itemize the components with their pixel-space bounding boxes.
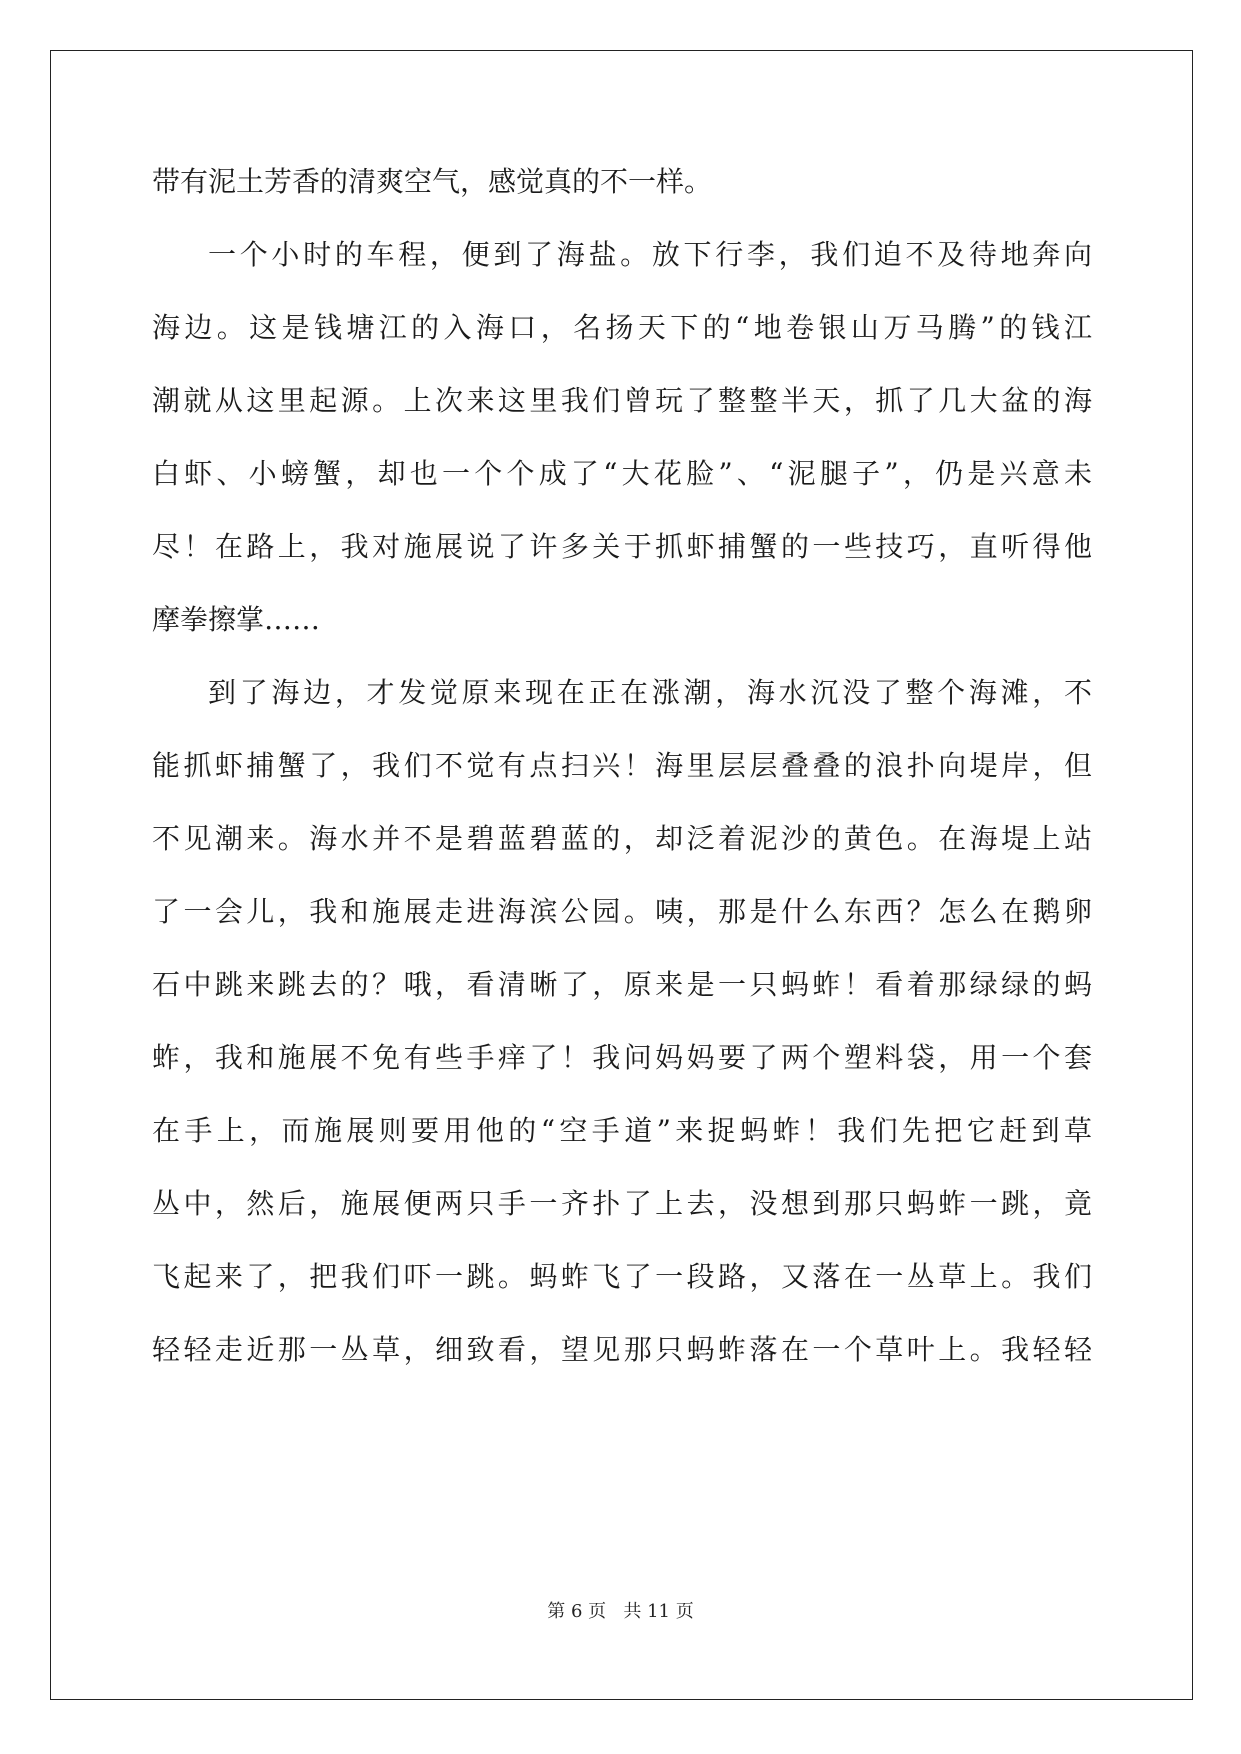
page-border xyxy=(50,50,1193,1700)
paragraph-first-line: 到了海边，才发觉原来现在正在涨潮，海水沉没了整个海滩，不 xyxy=(208,676,1092,709)
text-line: 轻轻走近那一丛草，细致看，望见那只蚂蚱落在一个草叶上。我轻轻 xyxy=(152,1333,1092,1366)
text-line: 了一会儿，我和施展走进海滨公园。咦，那是什么东西？怎么在鹅卵 xyxy=(152,895,1092,928)
text-line: 摩拳擦掌…… xyxy=(152,603,321,636)
page-total: 共 11 页 xyxy=(623,1601,694,1622)
text-line: 飞起来了，把我们吓一跳。蚂蚱飞了一段路，又落在一丛草上。我们 xyxy=(152,1260,1092,1293)
text-line: 丛中，然后，施展便两只手一齐扑了上去，没想到那只蚂蚱一跳，竟 xyxy=(152,1187,1092,1220)
text-line: 蚱，我和施展不免有些手痒了！我问妈妈要了两个塑料袋，用一个套 xyxy=(152,1041,1092,1074)
paragraph-first-line: 一个小时的车程，便到了海盐。放下行李，我们迫不及待地奔向 xyxy=(208,238,1092,271)
text-line: 白虾、小螃蟹，却也一个个成了“大花脸”、“泥腿子”，仍是兴意未 xyxy=(152,457,1092,490)
text-line: 石中跳来跳去的？哦，看清晰了，原来是一只蚂蚱！看着那绿绿的蚂 xyxy=(152,968,1092,1001)
text-line: 潮就从这里起源。上次来这里我们曾玩了整整半天，抓了几大盆的海 xyxy=(152,384,1092,417)
text-line: 尽！在路上，我对施展说了许多关于抓虾捕蟹的一些技巧，直听得他 xyxy=(152,530,1092,563)
text-line: 不见潮来。海水并不是碧蓝碧蓝的，却泛着泥沙的黄色。在海堤上站 xyxy=(152,822,1092,855)
page-number: 第 6 页 xyxy=(547,1601,607,1622)
text-line: 能抓虾捕蟹了，我们不觉有点扫兴！海里层层叠叠的浪扑向堤岸，但 xyxy=(152,749,1092,782)
page-footer xyxy=(0,1600,1241,1624)
text-line: 带有泥土芳香的清爽空气，感觉真的不一样。 xyxy=(152,165,713,198)
text-line: 海边。这是钱塘江的入海口，名扬天下的“地卷银山万马腾”的钱江 xyxy=(152,311,1092,344)
text-line: 在手上，而施展则要用他的“空手道”来捉蚂蚱！我们先把它赶到草 xyxy=(152,1114,1092,1147)
